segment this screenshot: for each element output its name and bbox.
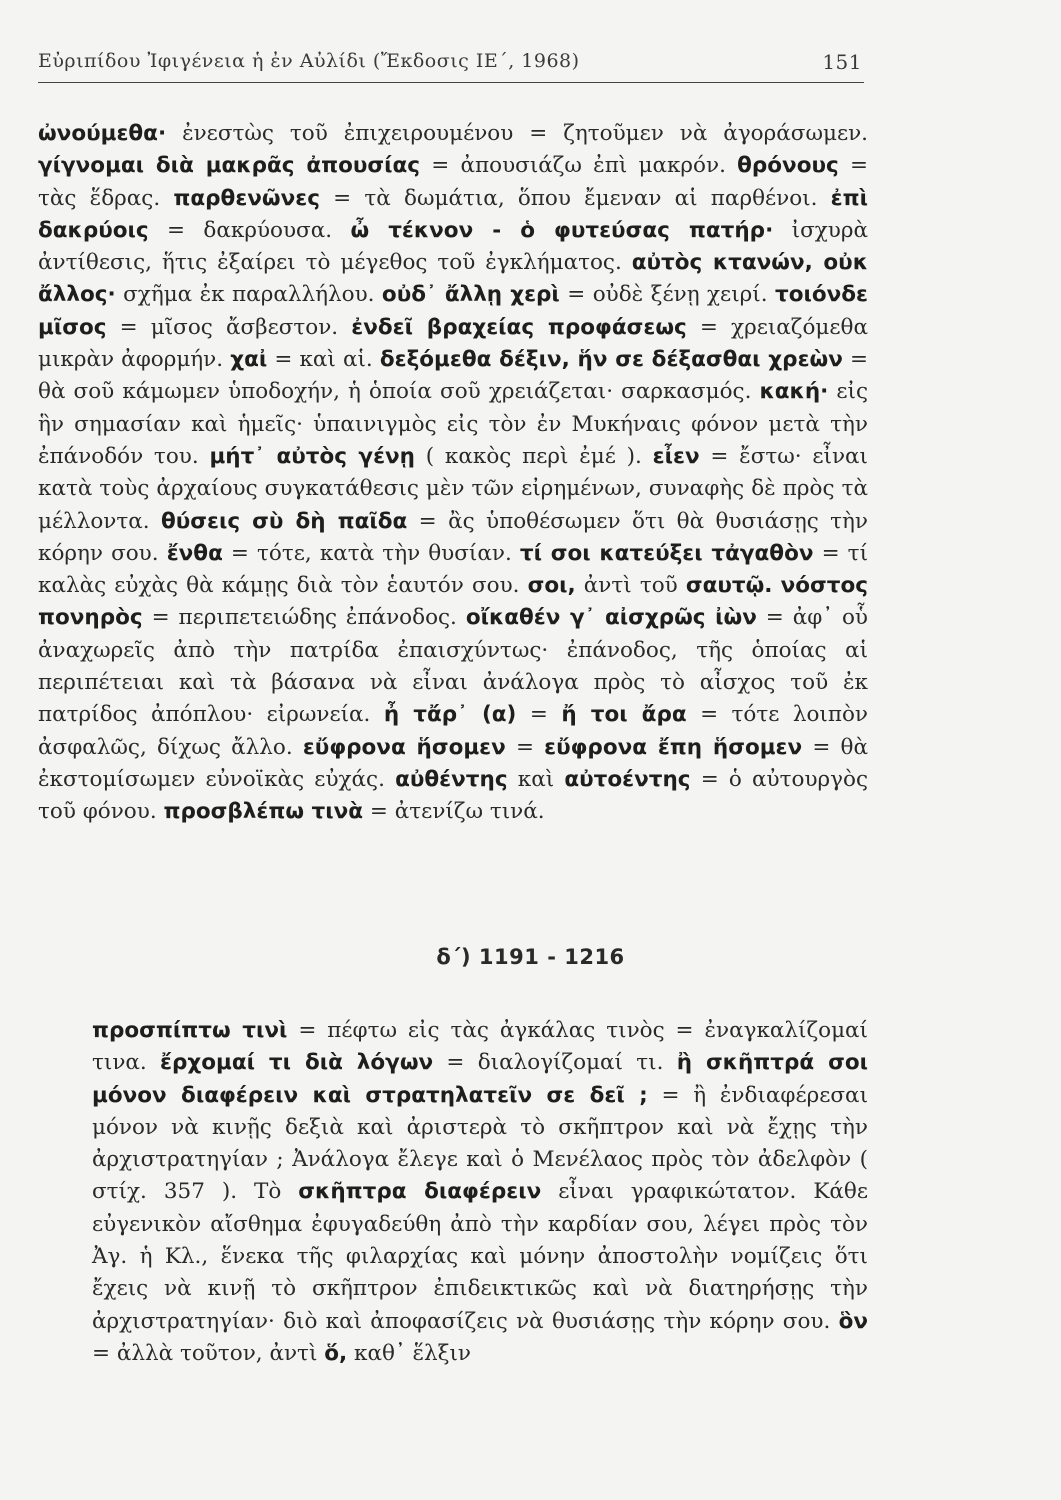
page-number: 151: [822, 50, 862, 74]
headword: σαυτῷ.: [685, 573, 773, 599]
gloss-text: = ἀτενίζω τινά.: [363, 799, 545, 825]
gloss-text: καθ᾽ ἕλξιν: [347, 1340, 471, 1366]
gloss-text: = ὁ αὐτουργὸς τοῦ φόνου.: [38, 766, 868, 825]
glossary-block-2: [38, 1015, 868, 1370]
headword: παρθενῶνες: [173, 185, 320, 211]
headword: γίγνομαι διὰ μακρᾶς ἀπουσίας: [38, 153, 421, 179]
gloss-text: =: [516, 702, 562, 728]
headword: προσπίπτω τινὶ: [92, 1018, 288, 1043]
headword: οὐδ᾽ ἄλλῃ χερὶ: [381, 282, 560, 308]
headword: θρόνους: [737, 153, 839, 179]
gloss-text: =: [505, 734, 545, 760]
headword: ἦ τἄρ᾽ (α): [383, 702, 517, 728]
gloss-text: = καὶ αἱ.: [267, 347, 380, 373]
gloss-text: = δακρύουσα.: [148, 217, 351, 243]
glossary-paragraph-1: [38, 118, 868, 829]
gloss-text: = θὰ σοῦ κάμωμεν ὑποδοχήν, ἡ ὁποία σοῦ χρειάζεται· σαρκασμός.: [38, 347, 868, 405]
running-header: [38, 48, 864, 83]
gloss-text: = ἢ ἐνδιαφέρεσαι μόνον νὰ κινῇς δεξιὰ καὶ ἀριστερὰ τὸ σκῆπτρον καὶ νὰ ἔχῃς τὴν ἀρχιστρατηγίαν ; Ἀνάλογα ἔλεγε καὶ ὁ Μενέλαος πρὸς τὸν ἀδελφὸν ( στίχ. 357 ). Τὸ: [92, 1082, 868, 1205]
headword: εἶεν: [652, 443, 700, 469]
gloss-text: = μῖσος ἄσβεστον.: [106, 314, 352, 340]
headword: τί σοι κατεύξει τἀγαθὸν: [519, 540, 814, 566]
gloss-text: [772, 573, 780, 598]
headword: ὠνούμεθα·: [38, 121, 167, 146]
gloss-text: = τὰ δωμάτια, ὅπου ἔμεναν αἱ παρθένοι.: [319, 185, 831, 211]
gloss-text: = τότε λοιπὸν ἀσφαλῶς, δίχως ἄλλο.: [38, 702, 868, 760]
headword: ὦ τέκνον - ὁ φυτεύσας πατήρ·: [350, 217, 774, 243]
headword: προσβλέπω τινὰ: [163, 799, 364, 825]
headword: αὐθέντης: [395, 766, 508, 792]
gloss-text: = τὰς ἕδρας.: [38, 153, 868, 211]
headword: τοιόνδε μῖσος: [38, 282, 868, 340]
gloss-text: = ἀλλὰ τοῦτον, ἀντὶ: [92, 1340, 325, 1366]
gloss-text: = πέφτω εἰς τὰς ἀγκάλας τινὸς = ἐναγκαλίζομαί τινα.: [92, 1018, 868, 1076]
headword: ἤ τοι ἄρα: [561, 702, 687, 728]
headword: δεξόμεθα δέξιν, ἥν σε δέξασθαι χρεὼν: [379, 347, 843, 373]
headword: χαἰ: [230, 347, 268, 373]
gloss-text: = οὐδὲ ξένῃ χειρί.: [559, 282, 775, 308]
gloss-text: = χρειαζόμεθα μικρὰν ἀφορμήν.: [38, 314, 868, 373]
gloss-text: = διαλογίζομαί τι.: [433, 1050, 677, 1076]
gloss-text: = περιπετειώδης ἐπάνοδος.: [142, 605, 466, 631]
gloss-text: ἐνεστὼς τοῦ ἐπιχειρουμένου = ζητοῦμεν νὰ ἀγοράσωμεν.: [166, 121, 868, 146]
headword: θύσεις σὺ δὴ παῖδα: [161, 508, 408, 534]
gloss-text: ( κακὸς περὶ ἐμέ ).: [415, 443, 653, 469]
gloss-text: ἰσχυρὰ ἀντίθεσις, ἥτις ἐξαίρει τὸ μέγεθος τοῦ ἐγκλήματος.: [38, 217, 869, 276]
headword: εὔφρονα ἔπη ἥσομεν: [544, 734, 803, 760]
headword: ὃν: [838, 1308, 868, 1334]
gloss-text: = τί καλὰς εὐχὰς θὰ κάμῃς διὰ τὸν ἑαυτόν σου.: [38, 540, 869, 599]
gloss-text: καὶ: [507, 766, 565, 792]
headword: εὔφρονα ἥσομεν: [302, 734, 506, 760]
headword: ἔνθα: [166, 540, 223, 566]
headword: σκῆπτρα διαφέρειν: [298, 1179, 542, 1205]
gloss-text: = ἂς ὑποθέσωμεν ὅτι θὰ θυσιάσῃς τὴν κόρην σου.: [38, 508, 868, 566]
gloss-text: εἰς ἣν σημασίαν καὶ ἡμεῖς· ὑπαινιγμὸς εἰς τὸν ἐν Μυκήναις φόνον μετὰ τὴν ἐπάνοδόν του.: [38, 379, 868, 469]
gloss-text: εἶναι γραφικώτατον. Κάθε εὐγενικὸν αἴσθημα ἐφυγαδεύθη ἀπὸ τὴν καρδίαν σου, λέγει πρὸς τὸν Ἀγ. ἡ Κλ., ἕνεκα τῆς φιλαρχίας καὶ μόνην ἀποστολὴν νομίζεις ὅτι ἔχεις νὰ κινῇ τὸ σκῆπτρον ἐπιδεικτικῶς καὶ νὰ διατηρήσῃς τὴν ἀρχιστρατηγίαν· διὸ καὶ ἀποφασίζεις νὰ θυσιάσῃς τὴν κόρην σου.: [92, 1179, 868, 1334]
section-heading: δ΄) 1191 - 1216: [436, 945, 625, 969]
headword: αὐτοέντης: [564, 766, 691, 792]
headword: ἐνδεῖ βραχείας προφάσεως: [351, 314, 687, 340]
headword: αὐτὸς κτανών, οὐκ ἄλλος·: [38, 250, 868, 308]
gloss-text: = τότε, κατὰ τὴν θυσίαν.: [222, 540, 520, 566]
headword: ἐπὶ δακρύοις: [38, 185, 868, 243]
headword: σοι,: [527, 573, 576, 599]
gloss-text: = ἔστω· εἶναι κατὰ τοὺς ἀρχαίους συγκατάθεσις μὲν τῶν εἰρημένων, συναφὴς δὲ πρὸς τὰ μέλλοντα.: [38, 443, 868, 534]
headword: οἴκαθέν γ᾽ αἰσχρῶς ἰὼν: [465, 605, 757, 631]
gloss-text: ἀντὶ τοῦ: [575, 573, 686, 599]
headword: νόστος πονηρὸς: [38, 573, 868, 631]
headword: μήτ᾽ αὐτὸς γένῃ: [209, 443, 415, 469]
gloss-text: = ἀπουσιάζω ἐπὶ μακρόν.: [420, 153, 738, 179]
gloss-text: σχῆμα ἐκ παραλλήλου.: [115, 282, 382, 308]
header-title: Εὐριπίδου Ἰφιγένεια ἡ ἐν Αὐλίδι (Ἔκδοσις ΙΕ΄, 1968): [38, 50, 580, 72]
glossary-block-1: [38, 118, 868, 829]
headword: ὅ,: [324, 1340, 348, 1366]
headword: ἔρχομαί τι διὰ λόγων: [160, 1050, 434, 1076]
headword: κακή·: [759, 379, 829, 405]
headword: ἢ σκῆπτρά σοι μόνον διαφέρειν καὶ στρατηλατεῖν σε δεῖ ;: [92, 1050, 868, 1108]
glossary-paragraph-2: [38, 1015, 868, 1370]
gloss-text: = ἀφ᾽ οὗ ἀναχωρεῖς ἀπὸ τὴν πατρίδα ἐπαισχύντως· ἐπάνοδος, τῆς ὁποίας αἱ περιπέτειαι καὶ τὰ βάσανα νὰ εἶναι ἀνάλογα πρὸς τὸ αἶσχος τοῦ ἐκ πατρίδος ἀπόπλου· εἰρωνεία.: [38, 605, 868, 728]
gloss-text: = θὰ ἐκστομίσωμεν εὐνοϊκὰς εὐχάς.: [38, 734, 868, 792]
